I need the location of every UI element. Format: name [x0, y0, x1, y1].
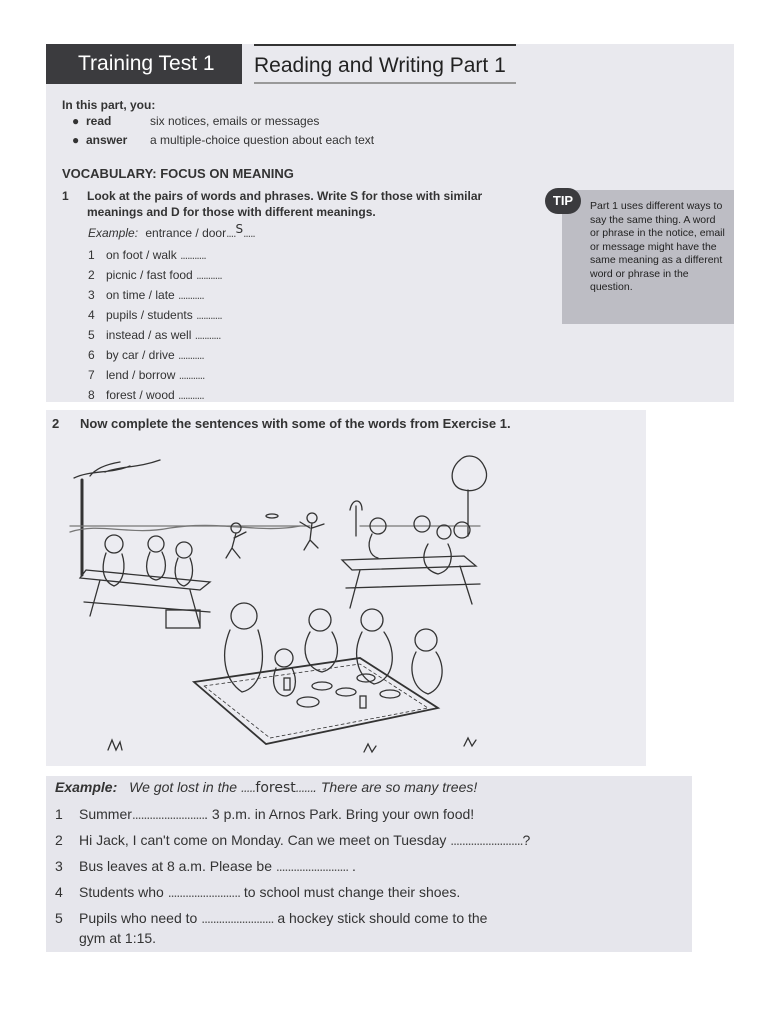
intro-verb: answer — [86, 133, 128, 147]
pair-item[interactable]: 4 pupils / students ........... — [88, 308, 222, 322]
grass-tuft — [364, 744, 376, 752]
running-children — [226, 513, 324, 558]
instruction-text: Look at the pairs of words and phrases. Write S for those with similar meanings and D for those with different meanings. — [87, 189, 483, 219]
example-after: . There are so many trees! — [313, 779, 478, 795]
intro-text: a multiple-choice question about each text — [150, 133, 375, 147]
intro-heading: In this part, you: — [62, 98, 156, 112]
part-title: Reading and Writing Part 1 — [254, 44, 516, 84]
exercise-1-example: Example: entrance / door....S..... — [88, 222, 255, 240]
instruction-text: Now complete the sentences with some of the words from Exercise 1. — [80, 416, 511, 431]
vocabulary-heading: VOCABULARY: FOCUS ON MEANING — [62, 166, 294, 181]
tree-left — [74, 460, 160, 575]
intro-text: six notices, emails or messages — [150, 114, 320, 128]
picnic-family — [225, 603, 442, 696]
exercise-1-instruction — [62, 188, 532, 220]
picnic-blanket — [194, 658, 438, 744]
pair-item[interactable]: 1 on foot / walk ........... — [88, 248, 206, 262]
tip-box: Part 1 uses different ways to say the same thing. A word or phrase in the notice, email or message might have the same meaning as a different word or phrase in the question. — [562, 190, 734, 324]
sentence-item[interactable]: 4 Students who ......................... to school must change their shoes. — [55, 884, 461, 900]
grass-tuft — [464, 738, 476, 746]
intro-item-answer — [72, 133, 374, 147]
pair-item[interactable]: 7 lend / borrow ........... — [88, 368, 205, 382]
example-label: Example: — [55, 779, 118, 795]
intro-item-read — [72, 114, 319, 128]
exercise-2-instruction — [52, 416, 511, 431]
grass-tuft — [108, 740, 122, 750]
sentence-item[interactable]: 3 Bus leaves at 8 a.m. Please be ......................... . — [55, 858, 356, 874]
pair-item[interactable]: 8 forest / wood ........... — [88, 388, 204, 402]
distant-tree — [350, 501, 362, 536]
example-pair: entrance / door — [145, 226, 227, 240]
sentence-continuation: gym at 1:15. — [79, 930, 157, 946]
example-label: Example: — [88, 226, 139, 240]
pair-item[interactable]: 3 on time / late ........... — [88, 288, 204, 302]
right-picnic-table — [342, 516, 480, 608]
sentence-item[interactable]: 1 Summer.......................... 3 p.m. in Arnos Park. Bring your own food! — [55, 806, 475, 822]
sentence-item[interactable]: 2 Hi Jack, I can't come on Monday. Can we meet on Tuesday .........................? — [55, 832, 531, 848]
tip-badge: TIP — [545, 188, 581, 214]
pair-item[interactable]: 2 picnic / fast food ........... — [88, 268, 222, 282]
example-answer: forest — [255, 780, 296, 796]
bullet-icon: ● — [72, 114, 80, 128]
example-before: We got lost in the — [129, 779, 238, 795]
pair-item[interactable]: 5 instead / as well ........... — [88, 328, 221, 342]
exercise-number: 1 — [62, 189, 69, 203]
bullet-icon: ● — [72, 133, 80, 147]
exercise-number: 2 — [52, 416, 60, 431]
pair-item[interactable]: 6 by car / drive ........... — [88, 348, 204, 362]
test-title: Training Test 1 — [46, 44, 242, 84]
exercise-2-example: Example: We got lost in the .....forest....... There are so many trees! — [55, 779, 478, 796]
example-answer: S — [235, 222, 244, 236]
picnic-illustration — [60, 440, 620, 758]
sentence-item[interactable]: 5 Pupils who need to ......................... a hockey stick should come to the gym at 1:15. — [55, 910, 488, 946]
intro-verb: read — [86, 114, 112, 128]
left-picnic-table — [80, 535, 210, 628]
